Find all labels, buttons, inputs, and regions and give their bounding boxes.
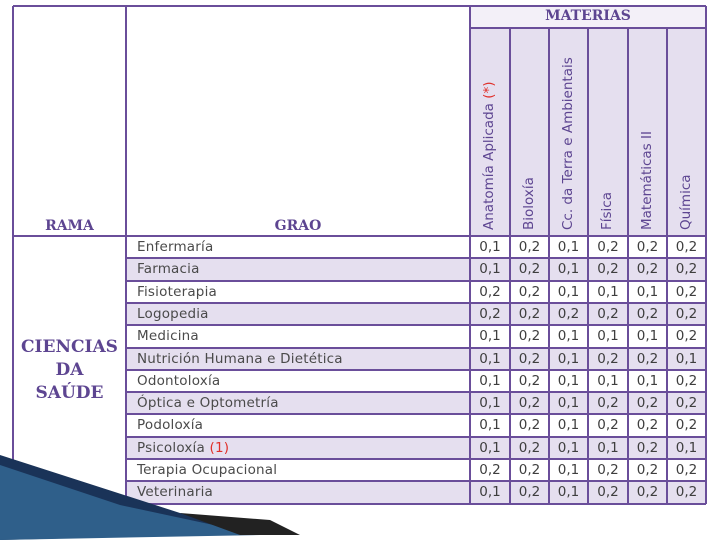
table-row-line <box>126 302 706 304</box>
value-cell: 0,1 <box>557 439 580 456</box>
grao-name <box>137 261 200 277</box>
rama-label-line: CIENCIAS <box>21 337 118 357</box>
grao-label: Veterinaria <box>137 484 213 501</box>
value-cell: 0,1 <box>557 328 580 345</box>
value-cell: 0,1 <box>636 372 659 389</box>
value-cell: 0,1 <box>675 439 698 456</box>
value-cell: 0,2 <box>518 462 541 478</box>
grao-name <box>137 395 279 411</box>
value-cell: 0,1 <box>557 261 580 278</box>
grao-label: Medicina <box>137 328 199 345</box>
value-cell: 0,2 <box>636 350 659 367</box>
value-cell: 0,2 <box>675 395 698 412</box>
grao-name <box>137 284 217 300</box>
value-cell: 0,1 <box>636 283 659 300</box>
value-cell: 0,2 <box>597 462 619 478</box>
value-cell: 0,2 <box>518 439 541 456</box>
decorative-swoosh <box>0 455 720 540</box>
rama-label-line: SAÚDE <box>35 383 104 403</box>
value-cell: 0,2 <box>636 395 659 412</box>
value-cell: 0,2 <box>675 328 698 345</box>
table-vline <box>125 6 127 504</box>
grao-header: GRAO <box>274 218 322 234</box>
grao-label: Logopedia <box>137 305 209 322</box>
value-cell: 0,1 <box>675 350 698 367</box>
value-cell: 0,2 <box>636 484 659 501</box>
grao-name <box>137 239 213 255</box>
grao-name <box>137 328 199 344</box>
grao-name <box>137 417 203 433</box>
grao-name <box>137 373 220 389</box>
value-cell: 0,2 <box>518 328 541 345</box>
grao-label: Psicoloxía <box>137 439 205 456</box>
value-cell: 0,2 <box>675 462 698 478</box>
rama-header: RAMA <box>45 218 94 234</box>
materias-header: MATERIAS <box>545 8 631 24</box>
value-cell: 0,2 <box>597 417 619 434</box>
value-cell: 0,1 <box>557 372 580 389</box>
value-cell: 0,1 <box>479 417 501 434</box>
value-cell: 0,2 <box>636 239 659 255</box>
rama-label <box>13 336 126 405</box>
value-cell: 0,1 <box>557 239 580 255</box>
value-cell: 0,2 <box>675 239 698 255</box>
value-cell: 0,1 <box>597 328 619 345</box>
value-cell: 0,1 <box>479 350 501 367</box>
value-cell: 0,2 <box>518 417 541 434</box>
table-row-line <box>126 280 706 282</box>
table-row-line <box>126 436 706 438</box>
table-row-line <box>126 324 706 326</box>
value-cell: 0,1 <box>636 328 659 345</box>
value-cell: 0,2 <box>675 484 698 501</box>
subject-label: Química <box>677 174 694 230</box>
grao-name <box>137 351 343 367</box>
subject-label: Física <box>599 192 615 230</box>
grao-name <box>137 306 209 322</box>
value-cell: 0,2 <box>597 350 619 367</box>
subject-header-6 <box>678 174 720 230</box>
value-cell: 0,1 <box>557 462 580 478</box>
value-cell: 0,2 <box>675 261 698 278</box>
value-cell: 0,1 <box>479 372 501 389</box>
value-cell: 0,2 <box>675 417 698 434</box>
value-cell: 0,2 <box>636 439 659 456</box>
value-cell: 0,2 <box>479 305 501 322</box>
table-hline <box>470 27 706 29</box>
value-cell: 0,1 <box>557 350 580 367</box>
value-cell: 0,2 <box>597 261 619 278</box>
value-cell: 0,1 <box>479 328 501 345</box>
value-cell: 0,2 <box>518 305 541 322</box>
ponderation-table <box>13 6 706 502</box>
value-cell: 0,1 <box>597 283 619 300</box>
value-cell: 0,2 <box>636 417 659 434</box>
subject-label: Bioloxía <box>520 177 537 230</box>
value-cell: 0,2 <box>518 283 541 300</box>
value-cell: 0,2 <box>597 395 619 412</box>
value-cell: 0,1 <box>479 395 501 412</box>
value-cell: 0,1 <box>557 484 580 501</box>
value-cell: 0,2 <box>518 261 541 278</box>
value-cell: 0,1 <box>557 395 580 412</box>
value-cell: 0,2 <box>636 261 659 278</box>
table-row-line <box>126 347 706 349</box>
value-cell: 0,2 <box>518 484 541 501</box>
table-hline <box>13 5 706 7</box>
value-cell: 0,2 <box>597 305 619 322</box>
value-cell: 0,1 <box>479 484 501 501</box>
table-row-line <box>126 257 706 259</box>
value-cell: 0,2 <box>518 239 541 255</box>
value-cell: 0,1 <box>557 283 580 300</box>
value-cell: 0,2 <box>636 462 659 478</box>
value-cell: 0,1 <box>557 417 580 434</box>
grao-label: Podoloxía <box>137 417 204 434</box>
value-cell: 0,2 <box>636 305 659 322</box>
value-cell: 0,1 <box>479 439 501 456</box>
table-row-line <box>126 413 706 415</box>
value-cell: 0,1 <box>479 261 501 278</box>
value-cell: 0,2 <box>675 372 698 389</box>
value-cell: 0,1 <box>597 372 619 389</box>
value-cell: 0,2 <box>518 372 541 389</box>
value-cell: 0,2 <box>557 305 580 322</box>
table-vline <box>12 6 14 504</box>
subject-note: (*) <box>481 81 497 104</box>
grao-label: Fisioterapia <box>137 283 217 300</box>
value-cell: 0,2 <box>675 305 698 322</box>
rama-label-line: DA <box>55 360 84 380</box>
grao-label: Óptica e Optometría <box>137 395 279 412</box>
grao-label: Terapia Ocupacional <box>137 462 278 478</box>
value-cell: 0,2 <box>479 462 501 478</box>
value-cell: 0,2 <box>597 239 619 255</box>
value-cell: 0,2 <box>518 395 541 412</box>
grao-label: Enfermaría <box>137 239 214 255</box>
table-row-line <box>126 369 706 371</box>
value-cell: 0,2 <box>518 350 541 367</box>
value-cell: 0,2 <box>479 283 501 300</box>
grao-name <box>137 440 229 456</box>
value-cell: 0,2 <box>675 283 698 300</box>
subject-label: Matemáticas II <box>638 131 655 230</box>
subject-label: Anatomía Aplicada <box>481 103 497 230</box>
table-row-line <box>126 391 706 393</box>
grao-label: Farmacia <box>137 261 200 278</box>
subject-label: Cc. da Terra e Ambientais <box>559 57 576 230</box>
value-cell: 0,1 <box>479 239 501 255</box>
grao-note: (1) <box>204 439 230 456</box>
grao-label: Odontoloxía <box>137 372 221 389</box>
table-hline <box>13 235 706 237</box>
value-cell: 0,1 <box>597 439 619 456</box>
value-cell: 0,2 <box>597 484 619 501</box>
grao-label: Nutrición Humana e Dietética <box>137 350 343 367</box>
